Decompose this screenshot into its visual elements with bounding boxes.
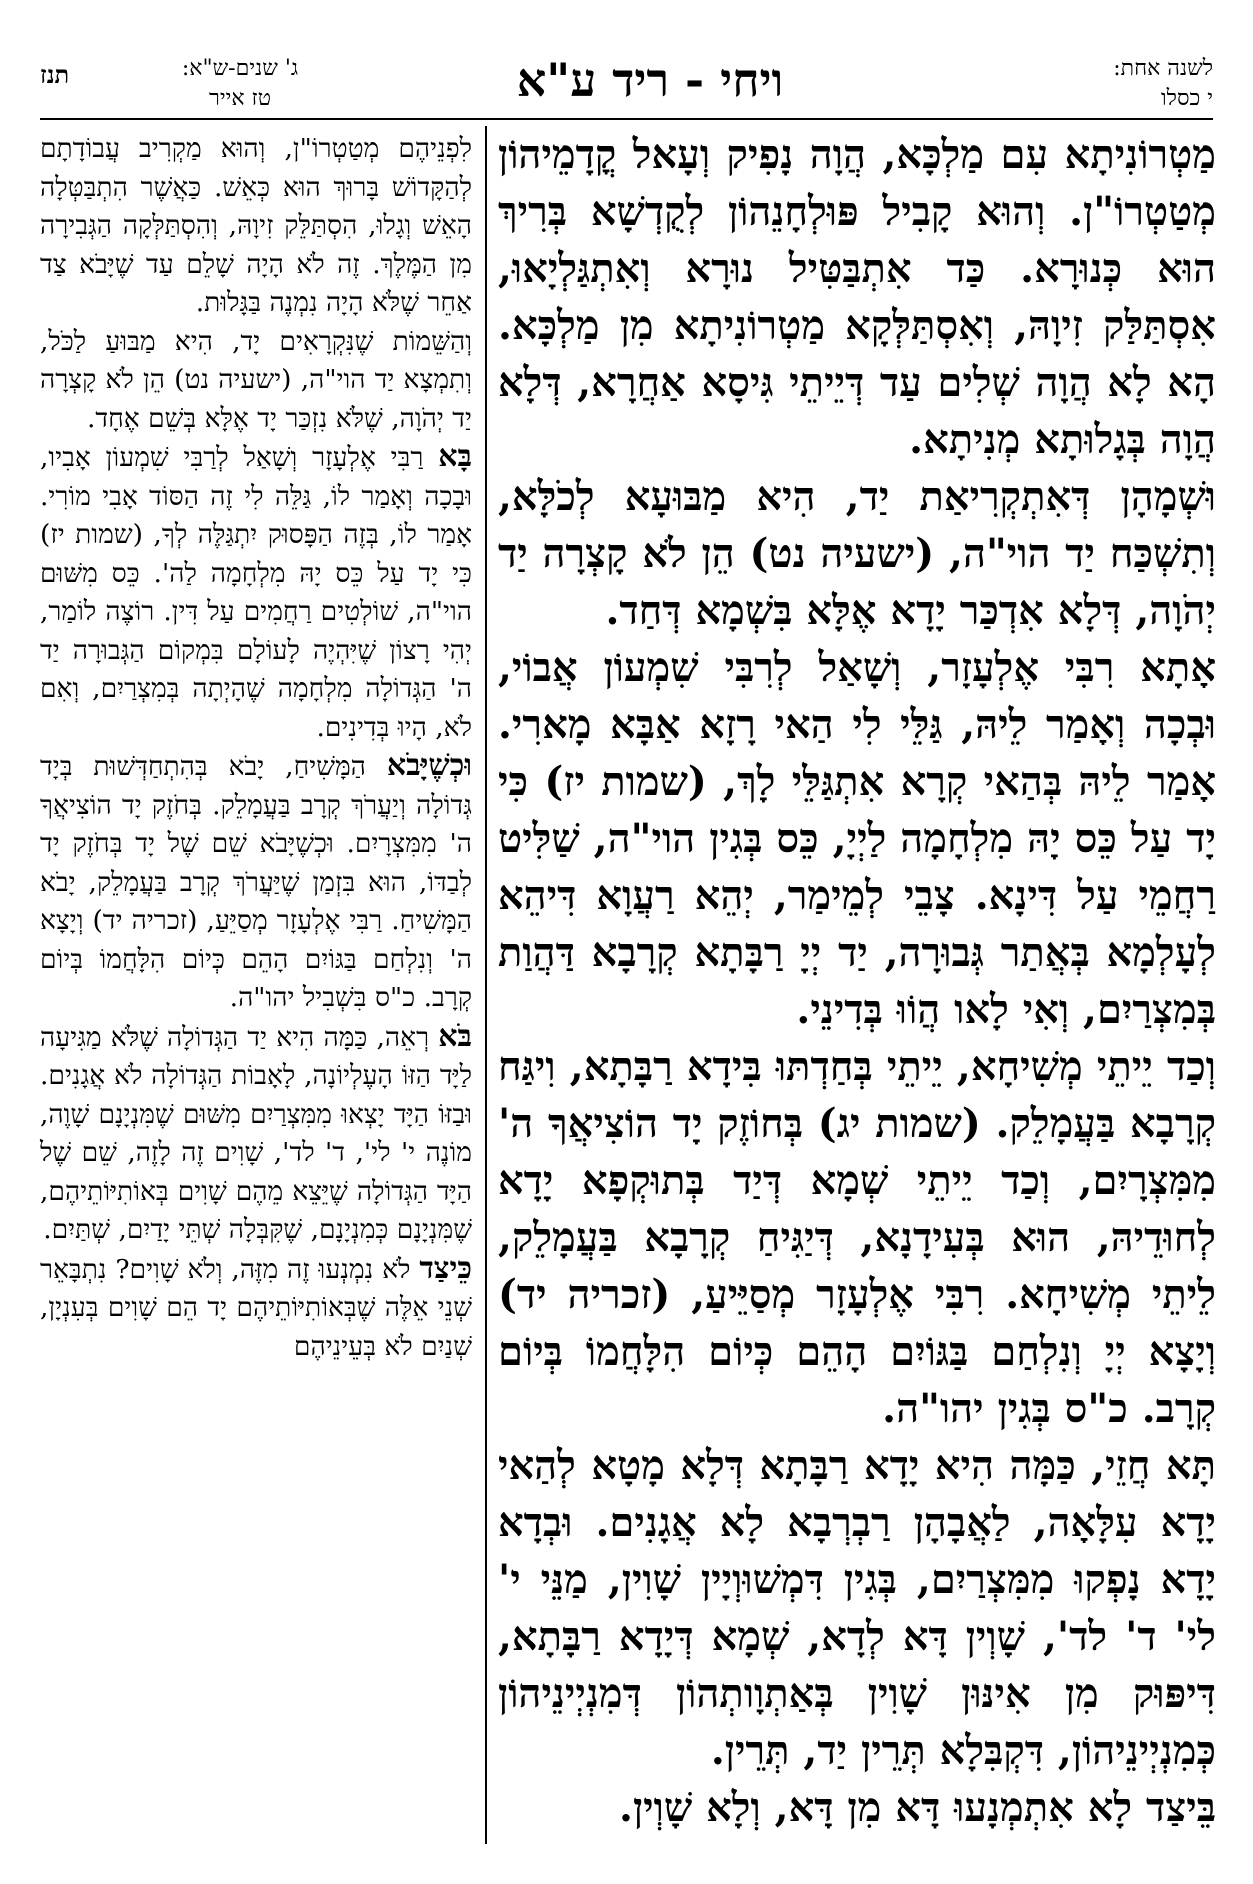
- paragraph-lead-word: אָתָא: [1140, 644, 1216, 691]
- paragraph-text: לֹא נִמְנְעוּ זֶה מִזֶּה, וְלֹא שָׁוִים? נִתְבָּאֵר שְׁנֵי אֵלֶּה שֶׁבְּאוֹתִיּוֹתֵיהֶם יָד הֵם שָׁוִים בְּעִנְיָן, שְׁנַיִם לֹא בְּעֵינֵיהֶם: [40, 1253, 472, 1362]
- aramaic-paragraph: [498, 1779, 1216, 1836]
- hebrew-paragraph: [40, 130, 472, 323]
- paragraph-text: רִבִּי אֶלְעָזָר, וְשָׁאַל לְרִבִּי שִׁמְעוֹן אֲבוֹי, וּבְכָה וְאָמַר לֵיהּ, גַּלֵּי לִי הַאי רָזָא אַבָּא מָארִי. אָמַר לֵיהּ בְּהַאי קְרָא אִתְגַּלֵּי לָךְ, (שמות יז) כִּי יָד עַל כֵּס יָהּ מִלְחָמָה לַיְיָ, כֵּס בְּגִין הוי"ה, שַׁלִּיט רַחֲמֵי עַל דִּינָא. צָבֵי לְמֵימַר, יְהֵא רַעֲוָא דִּיהֵא לְעָלְמָא בְּאֲתַר גְּבוּרָה, יַד יְיָ רַבָּתָא קְרָבָא דַּהֲוַת בְּמִצְרַיִם, וְאִי לָאו הֲוֹוּ בְּדִינֵי.: [498, 644, 1216, 1033]
- paragraph-text: לָא אִתְמְנָעוּ דָּא מִן דָּא, וְלָא שָׁוְין.: [619, 1784, 1147, 1831]
- paragraph-text: יֵיתֵי מְשִׁיחָא, יֵיתֵי בְּחַדְתּוּ בִּידָא רַבָּתָא, וִיגַּח קְרָבָא בַּעֲמָלֵק. (שמות יג) בְּחוֹזֶק יָד הוֹצִיאֲךָ ה' מִמִּצְרָיִם, וְכַד יֵיתֵי שְׁמָא דְּיַד בְּתוּקְפָא יָדָא לְחוּדֵיהּ, הוּא בְּעִידָנָא, דְּיַגִּיחַ קְרָבָא בַּעֲמָלֵק, לֵיתֵי מְשִׁיחָא. רִבִּי אֶלְעָזָר מְסַיֵּיעַ, (זכריה יד) וְיָצָא יְיָ וְנִלְחַם בַּגּוֹיִם הָהֵם כְּיוֹם הִלָּחֲמוֹ בְּיוֹם קְרָב. כ"ס בְּגִין יהו"ה.: [498, 1043, 1216, 1432]
- paragraph-text: מַטְרוֹנִיתָא עִם מַלְכָּא, הֲוָה נָפִיק וְעָאל קֳדָמֵיהוֹן מְטַטְרוֹ"ן. וְהוּא קָבִיל פּוּלְחָנֵהוֹן לְקֻדְשָׁא בְּרִיךְ הוּא כְּנוּרָא. כַּד אִתְבַּטִּיל נוּרָא וְאִתְגַּלְיָאוּ, אִסְתַּלַּק זִיוָהּ, וְאִסְתַּלְּקָא מַטְרוֹנִיתָא מִן מַלְכָּא. הָא לָא הֲוָה שְׁלִים עַד דְּיֵיתֵי גִּיסָא אַחֲרָא, דְּלָא הֲוָה בְּגָלוּתָא מְנִיתָא.: [498, 131, 1216, 463]
- header-rule: [40, 118, 1213, 120]
- paragraph-lead-word: וְכַד: [1166, 1043, 1216, 1090]
- paragraph-text: לִפְנֵיהֶם מְטַטְרוֹ"ן, וְהוּא מַקְרִיב עֲבוֹדָתָם לְהַקָּדוֹשׁ בָּרוּךְ הוּא כְּאֵשׁ. כַּאֲשֶׁר הִתְבַּטְּלָה הָאֵשׁ וְגָלוּ, הִסְתַּלֵּק זִיוָהּ, וְהִסְתַּלְּקָה הַגְּבִירָה מִן הַמֶּלֶךְ. זֶה לֹא הָיָה שָׁלֵם עַד שֶׁיָּבֹא צַד אַחֵר שֶׁלֹּא הָיָה נִמְנֶה בַּגָּלוּת.: [40, 133, 472, 318]
- sections-line-2: טז אייר: [209, 86, 271, 111]
- aramaic-column: [498, 126, 1216, 1856]
- aramaic-paragraph: [498, 126, 1216, 468]
- paragraph-lead-word: כֵּיצַד: [419, 1250, 472, 1286]
- daily-line-2: י כסלו: [1161, 86, 1213, 111]
- aramaic-paragraph: [498, 639, 1216, 1038]
- paragraph-lead-word: בֵּיצַד: [1146, 1784, 1216, 1831]
- hebrew-paragraph: [40, 747, 472, 1018]
- hebrew-translation-column: [40, 130, 472, 1850]
- paragraph-lead-word: תָּא: [1165, 1442, 1216, 1489]
- paragraph-lead-word: בֹּא: [438, 1018, 472, 1054]
- hebrew-paragraph: [40, 438, 472, 747]
- page-number: תנז: [40, 60, 70, 89]
- hebrew-paragraph: [40, 1250, 472, 1367]
- hebrew-paragraph: [40, 1018, 472, 1250]
- paragraph-text: רְאֵה, כַּמָּה הִיא יַד הַגְּדוֹלָה שֶׁלֹּא מַגִּיעָה לַיָּד הַזּוֹ הָעֶלְיוֹנָה, לָאָבוֹת הַגְּדוֹלָה לֹא אֲגָנִים. וּבַזּוֹ הַיָּד יָצְאוּ מִמִּצְרַיִם מִשּׁוּם שֶׁמִּנְיָנָם שָׁוֶה, מוֹנֶה י' לי', ד' לד', שָׁוִים זֶה לָזֶה, שֵׁם שֶׁל הַיָּד הַגְּדוֹלָה שֶׁיֵּצֵא מֵהֶם שָׁוִים בְּאוֹתִיּוֹתֵיהֶם, שֶׁמִּנְיָנָם כְּמִנְיָנָם, שֶׁקִּבְּלָה שְׁתֵּי יָדַיִם, שְׁתַּיִם.: [40, 1021, 472, 1245]
- aramaic-paragraph: [498, 1038, 1216, 1437]
- daily-line-1: לשנה אחת:: [1113, 56, 1213, 81]
- paragraph-text: וְהַשֵּׁמוֹת שֶׁנִּקְרָאִים יָד, הִיא מַבּוּעַ לַכֹּל, וְתִמְצָא יַד הוי"ה, (ישעיה נט) הֵן לֹא קָצְרָה יַד יְהֹוָה, שֶׁלֹּא נִזְכַּר יָד אֶלָּא בְּשֵׁם אֶחָד.: [40, 325, 472, 434]
- page-title: ויחי - ריד ע"א: [516, 53, 784, 107]
- paragraph-text: חֲזֵי, כַּמָּה הִיא יָדָא רַבָּתָא דְּלָא מָטָא לְהַאי יָדָא עִלָּאָה, לַאֲבָהָן רַבְרְבָא לָא אֲגָנִים. וּבְדָא יָדָא נָפְקוּ מִמִּצְרַיִם, בְּגִין דִּמְשׁוּוְיָין שָׁוִין, מַנֵּי י' לי' ד' לד', שָׁוְין דָּא לְדָא, שְׁמָא דְּיָדָא רַבָּתָא, דִּיפּוּק מִן אִינּוּן שָׁוִין בְּאַתְוָותְהוֹן דְּמִנְיְינֵיהוֹן כְּמִנְיְינֵיהוֹן, דִּקְבִּלָא תְּרֵין יַד, תְּרֵין.: [498, 1442, 1216, 1774]
- paragraph-lead-word: וּכְשֶׁיָּבֹא: [386, 748, 472, 783]
- paragraph-text: הַמָּשִׁיחַ, יָבֹא בְּהִתְחַדְּשׁוּת בְּיָד גְּדוֹלָה וְיַעֲרֹךְ קְרָב בַּעֲמָלֵק. בְּחֹזֶק יָד הוֹצִיאֲךָ ה' מִמִּצְרָיִם. וּכְשֶׁיָּבֹא שֵׁם שֶׁל יָד בְּחֹזֶק יָד לְבַדּוֹ, הוּא בִּזְמַן שֶׁיַּעֲרֹךְ קְרָב בַּעֲמָלֵק, יָבֹא הַמָּשִׁיחַ. רַבִּי אֶלְעָזָר מְסַיֵּעַ, (זכריה יד) וְיָצָא ה' וְנִלְחַם בַּגּוֹיִם הָהֵם כְּיוֹם הִלָּחֲמוֹ בְּיוֹם קְרָב. כ"ס בִּשְׁבִיל יהו"ה.: [40, 751, 472, 1013]
- paragraph-lead-word: בָּא: [438, 439, 472, 474]
- sections-marker: [130, 54, 350, 114]
- aramaic-paragraph: [498, 468, 1216, 639]
- sections-line-1: ג' שנים-ש"א:: [181, 56, 299, 81]
- column-divider: [485, 126, 487, 1844]
- paragraph-text: רַבִּי אֶלְעָזָר וְשָׁאַל לְרַבִּי שִׁמְעוֹן אָבִיו, וּבָכָה וְאָמַר לוֹ, גַּלֵּה לִי זֶה הַסּוֹד אָבִי מוֹרִי. אָמַר לוֹ, בְּזֶה הַפָּסוּק יִתְגַּלֶּה לְךָ, (שמות יז) כִּי יָד עַל כֵּס יָהּ מִלְחָמָה לַה'. כֵּס מִשּׁוּם הוי"ה, שׁוֹלְטִים רַחֲמִים עַל דִּין. רוֹצֶה לוֹמַר, יְהִי רָצוֹן שֶׁיִּהְיֶה לָעוֹלָם בִּמְקוֹם הַגְּבוּרָה יַד ה' הַגְּדוֹלָה מִלְחָמָה שֶׁהָיְתָה בְּמִצְרַיִם, וְאִם לֹא, הָיוּ בְּדִינִים.: [40, 442, 472, 743]
- hebrew-paragraph: [40, 323, 472, 439]
- paragraph-text: וּשְׁמָהָן דְּאִתְקְרִיאַת יַד, הִיא מַבּוּעָא לְכֹלָּא, וְתִשְׁכַּח יַד הוי"ה, (ישעיה נט) הֵן לֹא קָצְרָה יַד יְהֹוָה, דְּלָא אִדְכַּר יָדָא אֶלָּא בִּשְׁמָא דְּחַד.: [498, 473, 1216, 634]
- daily-schedule-marker: [993, 54, 1213, 114]
- page-header: [40, 50, 1213, 120]
- aramaic-paragraph: [498, 1437, 1216, 1779]
